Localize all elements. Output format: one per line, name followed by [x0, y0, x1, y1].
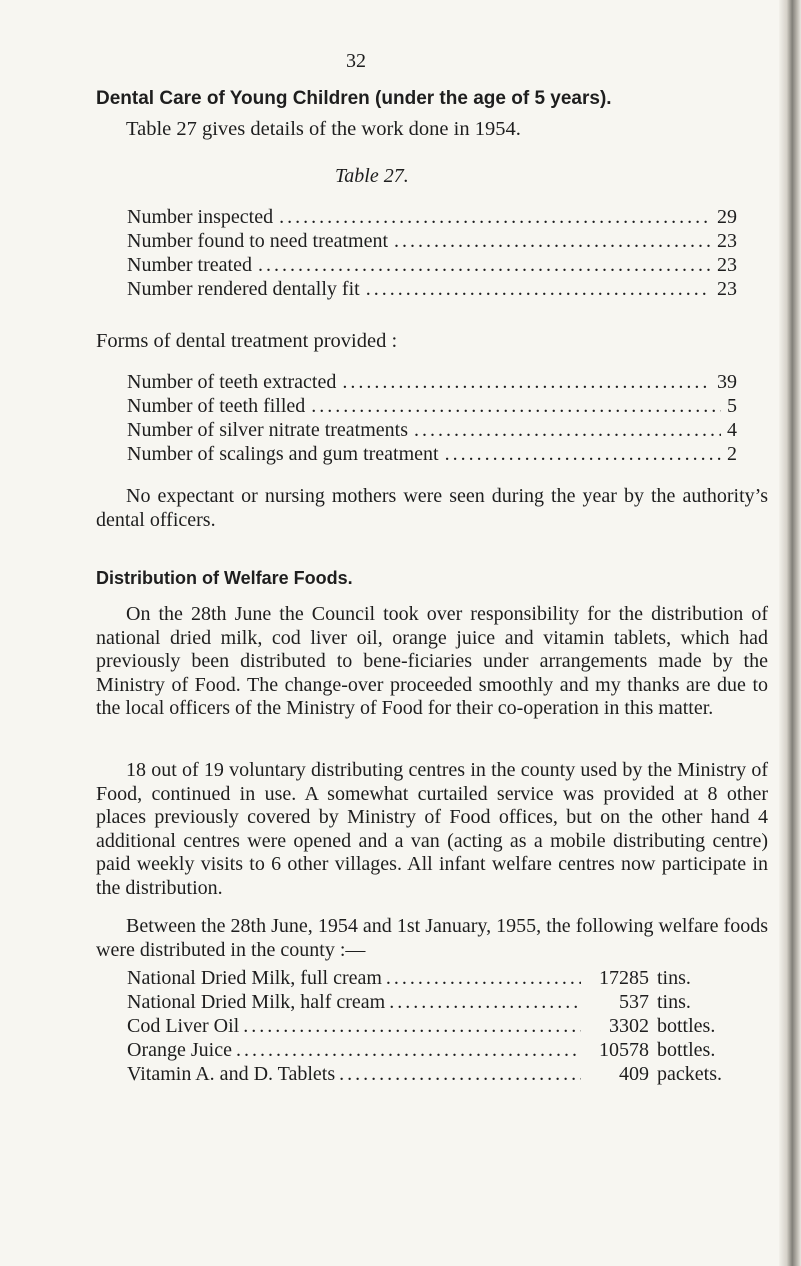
row-label: Number of teeth extracted: [127, 371, 337, 393]
forms-heading: Forms of dental treatment provided :: [96, 330, 398, 352]
food-quantity: 537: [619, 991, 649, 1013]
row-label: Number of silver nitrate treatments: [127, 419, 409, 441]
food-label: Vitamin A. and D. Tablets: [127, 1063, 336, 1085]
food-row: [127, 1039, 743, 1062]
row-label: Number of scalings and gum treatment: [127, 443, 439, 465]
welfare-paragraph-1: On the 28th June the Council took over responsibility for the distribution of national dried milk, cod liver oil, orange juice and vitamin tablets, which had previously been distributed to bene-ficiaries under arrangements made by the Ministry of Food. The change-over proceeded smoothly and my thanks are due to the local officers of the Ministry of Food for their co-operation in this matter.: [96, 603, 768, 720]
row-label: Number rendered dentally fit: [127, 278, 360, 300]
food-label: Cod Liver Oil: [127, 1015, 240, 1037]
dental-note: No expectant or nursing mothers were seen during the year by the authority’s dental officers.: [96, 485, 768, 531]
welfare-paragraph-2: 18 out of 19 voluntary distributing centres in the county used by the Ministry of Food, continued in use. A somewhat curtailed service was provided at 8 other places previously covered by Ministry of Food offices, but on the other hand 4 additional centres were opened and a van (acting as a mobile distributing centre) paid weekly visits to 6 other villages. All infant welfare centres now participate in the distribution.: [96, 759, 768, 899]
food-row: [127, 1063, 743, 1086]
table-caption: Table 27.: [335, 165, 409, 187]
table-row: [127, 206, 737, 229]
food-quantity: 10578: [599, 1039, 649, 1061]
table-row: [127, 395, 737, 418]
table-row: [127, 254, 737, 277]
table-row: [127, 419, 737, 442]
table-row: [127, 443, 737, 466]
row-value: 23: [717, 254, 737, 276]
row-value: 5: [727, 395, 737, 417]
food-unit: bottles.: [657, 1015, 716, 1037]
row-value: 4: [727, 419, 737, 441]
food-quantity: 17285: [599, 967, 649, 989]
row-value: 39: [717, 371, 737, 393]
food-unit: tins.: [657, 991, 691, 1013]
dental-intro: Table 27 gives details of the work done in 1954.: [126, 118, 521, 140]
row-value: 29: [717, 206, 737, 228]
page-edge-shadow: [779, 0, 801, 1266]
food-quantity: 409: [619, 1063, 649, 1085]
food-quantity: 3302: [609, 1015, 649, 1037]
food-row: [127, 991, 743, 1014]
row-value: 2: [727, 443, 737, 465]
row-value: 23: [717, 278, 737, 300]
row-label: Number of teeth filled: [127, 395, 306, 417]
table-row: [127, 278, 737, 301]
dental-heading: Dental Care of Young Children (under the age of 5 years).: [96, 88, 612, 109]
row-label: Number treated: [127, 254, 252, 276]
food-row: [127, 967, 743, 990]
table-row: [127, 371, 737, 394]
table-row: [127, 230, 737, 253]
food-label: Orange Juice: [127, 1039, 232, 1061]
row-label: Number inspected: [127, 206, 274, 228]
row-value: 23: [717, 230, 737, 252]
page-number: 32: [346, 50, 366, 72]
food-unit: packets.: [657, 1063, 722, 1085]
food-label: National Dried Milk, half cream: [127, 991, 386, 1013]
food-label: National Dried Milk, full cream: [127, 967, 382, 989]
welfare-paragraph-3: Between the 28th June, 1954 and 1st January, 1955, the following welfare foods were distributed in the county :—: [96, 915, 768, 961]
food-row: [127, 1015, 743, 1038]
food-unit: tins.: [657, 967, 691, 989]
row-label: Number found to need treatment: [127, 230, 389, 252]
food-unit: bottles.: [657, 1039, 716, 1061]
welfare-heading: Distribution of Welfare Foods.: [96, 568, 353, 588]
